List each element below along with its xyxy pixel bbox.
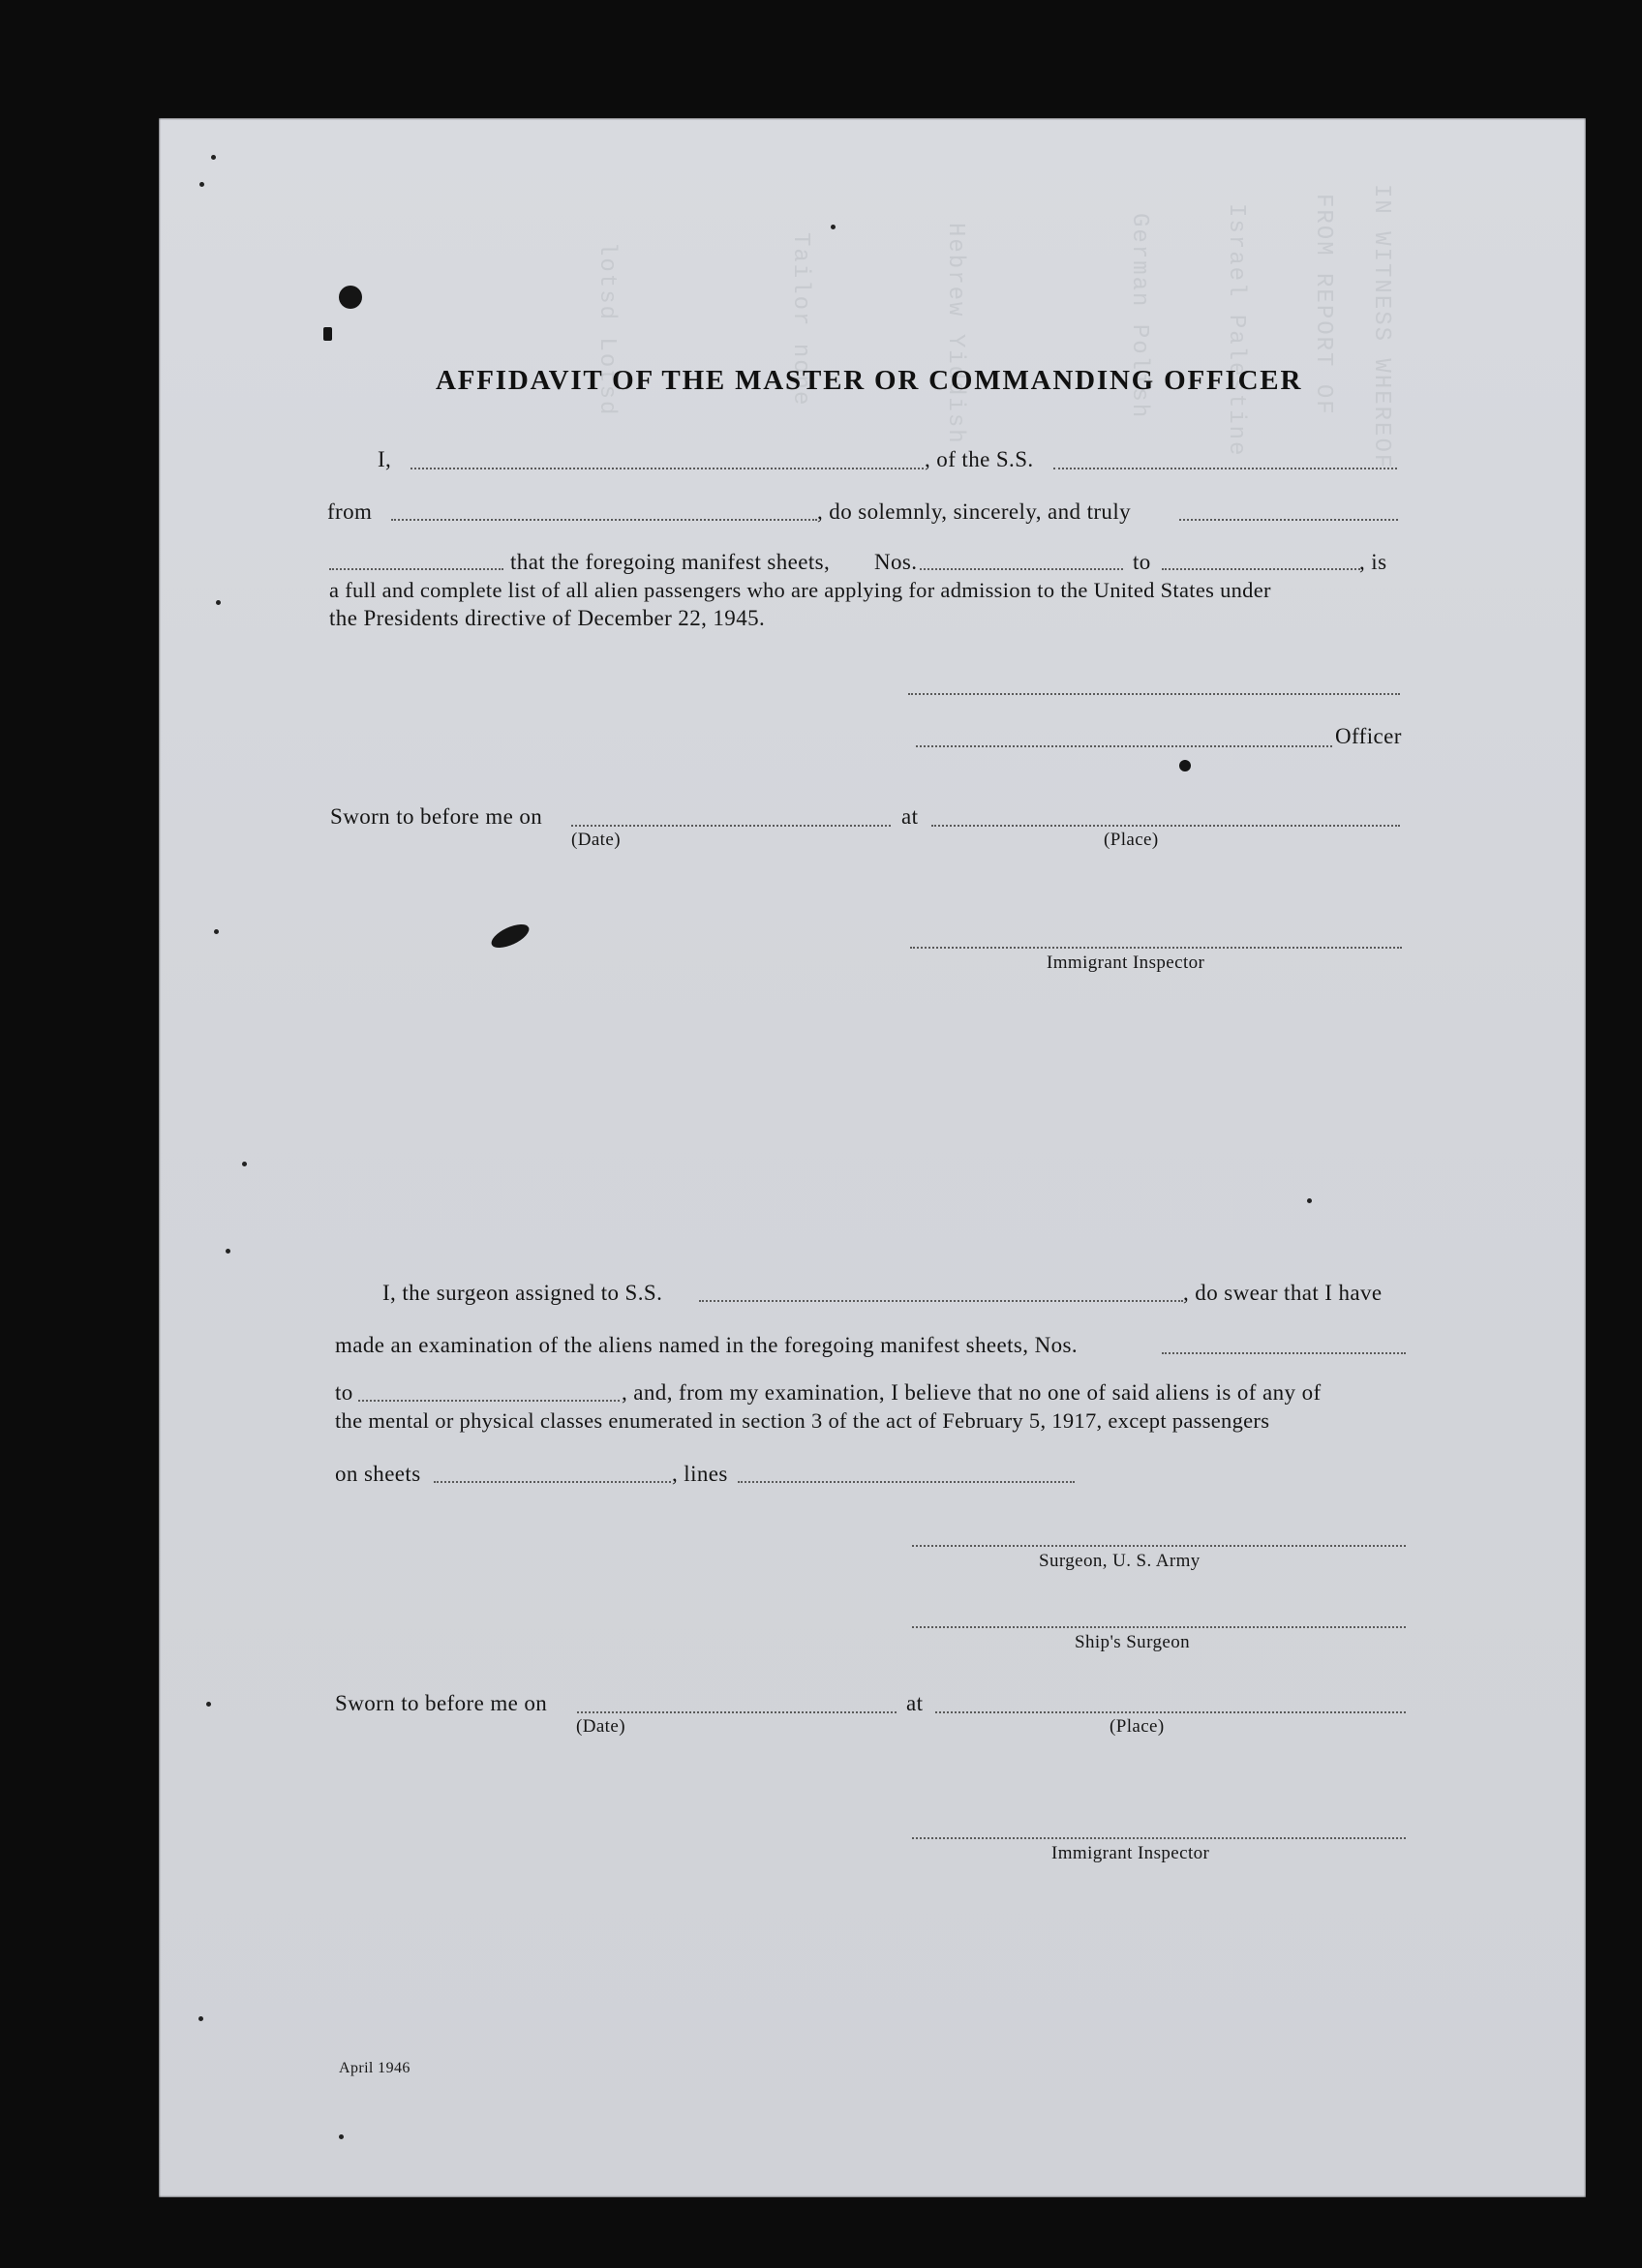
surgeon-inspector-caption: Immigrant Inspector: [1051, 1843, 1210, 1863]
master-line2-mid: , do solemnly, sincerely, and truly: [817, 499, 1132, 524]
master-from-field[interactable]: [391, 519, 817, 521]
surgeon-exception-sheets-field[interactable]: [434, 1481, 671, 1483]
master-place-caption: (Place): [1104, 830, 1159, 850]
surgeon-line3-to: to: [335, 1380, 353, 1405]
master-line3-to: to: [1133, 550, 1151, 574]
ink-speck: [831, 225, 836, 229]
surgeon-exception-lines-field[interactable]: [738, 1481, 1075, 1483]
surgeon-line1-suffix: , do swear that I have: [1183, 1281, 1383, 1305]
ink-blot: [339, 286, 362, 309]
master-inspector-line[interactable]: [910, 947, 1402, 949]
master-line4: a full and complete list of all alien passengers who are applying for admission to the United States under: [329, 578, 1271, 602]
surgeon-date-caption: (Date): [576, 1716, 625, 1737]
master-ship-field[interactable]: [1053, 468, 1397, 469]
surgeon-ship-field[interactable]: [699, 1300, 1183, 1302]
master-sheets-from-field[interactable]: [920, 568, 1123, 570]
ink-speck: [206, 1702, 211, 1707]
ink-speck: [214, 929, 219, 934]
surgeon-sworn-place-field[interactable]: [935, 1711, 1406, 1713]
bleed-through-column: Tailor none: [787, 232, 813, 408]
bleed-through-column: Hebrew Yiddish: [942, 223, 968, 445]
surgeon-inspector-line[interactable]: [912, 1837, 1406, 1839]
master-sworn-label: Sworn to before me on: [330, 804, 543, 829]
ink-speck: [198, 2016, 203, 2021]
surgeon-line4: the mental or physical classes enumerated in section 3 of the act of February 5, 1917, except passengers: [335, 1408, 1270, 1433]
master-line1-mid: , of the S.S.: [925, 447, 1034, 471]
officer-label: Officer: [1335, 724, 1402, 748]
ships-surgeon-caption: Ship's Surgeon: [1075, 1632, 1190, 1652]
master-oath-field[interactable]: [1179, 519, 1398, 521]
surgeon-sworn-label: Sworn to before me on: [335, 1691, 548, 1715]
master-swear-field[interactable]: [329, 568, 503, 570]
master-line3-is: , is: [1359, 550, 1387, 574]
ink-speck: [1307, 1198, 1312, 1203]
army-surgeon-caption: Surgeon, U. S. Army: [1039, 1551, 1201, 1571]
form-date-footer: April 1946: [339, 2060, 410, 2076]
master-line2-prefix: from: [327, 499, 373, 524]
master-line1-prefix: I,: [378, 447, 392, 471]
surgeon-line5-prefix: on sheets: [335, 1462, 421, 1486]
bleed-through-column: FROM REPORT OF: [1310, 194, 1336, 416]
surgeon-sheets-to-field[interactable]: [358, 1400, 620, 1402]
master-line3-nos: Nos.: [874, 550, 918, 574]
bleed-through-column: Israel Palestine: [1223, 203, 1249, 458]
master-sworn-place-field[interactable]: [931, 825, 1400, 827]
master-sworn-date-field[interactable]: [571, 825, 891, 827]
ink-speck: [211, 155, 216, 160]
master-sworn-at: at: [901, 804, 919, 829]
ink-speck: [339, 2134, 344, 2139]
bleed-through-column: German Polish: [1126, 213, 1152, 420]
bleed-through-column: IN WITNESS WHEREOF: [1368, 184, 1394, 470]
master-line3-text: that the foregoing manifest sheets,: [510, 550, 831, 574]
ink-speck: [216, 600, 221, 605]
master-date-caption: (Date): [571, 830, 621, 850]
surgeon-sworn-at: at: [906, 1691, 924, 1715]
army-surgeon-signature-line[interactable]: [912, 1545, 1406, 1547]
ink-blot: [1179, 760, 1191, 771]
ink-speck: [226, 1249, 230, 1254]
surgeon-sheets-from-field[interactable]: [1162, 1352, 1406, 1354]
ink-speck: [242, 1162, 247, 1166]
officer-signature-line[interactable]: [916, 745, 1332, 747]
surgeon-line3-text: , and, from my examination, I believe that no one of said aliens is of any of: [622, 1380, 1322, 1405]
master-inspector-caption: Immigrant Inspector: [1047, 953, 1205, 973]
master-sheets-to-field[interactable]: [1162, 568, 1360, 570]
master-signature-line[interactable]: [908, 693, 1400, 695]
surgeon-line1-prefix: I, the surgeon assigned to S.S.: [382, 1281, 663, 1305]
ships-surgeon-signature-line[interactable]: [912, 1626, 1406, 1628]
surgeon-place-caption: (Place): [1110, 1716, 1165, 1737]
ink-speck: [199, 182, 204, 187]
form-title: AFFIDAVIT OF THE MASTER OR COMMANDING OFFICER: [436, 365, 1303, 396]
master-name-field[interactable]: [410, 468, 924, 469]
surgeon-sworn-date-field[interactable]: [577, 1711, 897, 1713]
master-line5: the Presidents directive of December 22, 1945.: [329, 606, 766, 630]
surgeon-line5-lines: , lines: [672, 1462, 728, 1486]
ink-blot: [323, 327, 332, 341]
surgeon-line2: made an examination of the aliens named in the foregoing manifest sheets, Nos.: [335, 1333, 1078, 1357]
bleed-through-column: lotsd Lotsd: [593, 242, 620, 417]
